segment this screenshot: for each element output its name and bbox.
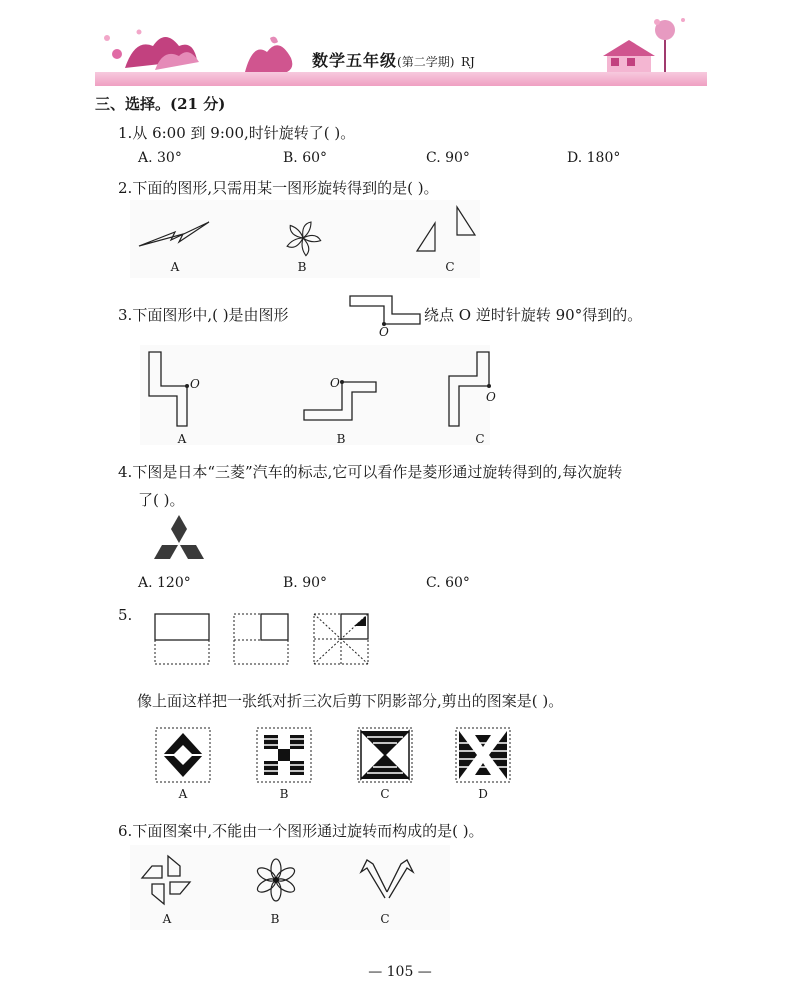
q6-figure-b-flower — [254, 858, 298, 902]
q5-folding-step-2 — [232, 612, 292, 668]
header-decoration-left — [95, 18, 235, 78]
q1-option-d[interactable]: D. 180° — [567, 150, 621, 166]
header-title — [312, 48, 475, 71]
q3-figure-b — [300, 378, 380, 423]
term-label: (第二学期) — [397, 55, 455, 69]
q6-figure-a-pinwheel — [138, 852, 194, 908]
mitsubishi-logo-icon — [152, 515, 206, 563]
question-4-line-2: 了( )。 — [138, 491, 185, 509]
q3-a-point-label: O — [190, 377, 200, 391]
q5-folding-step-1 — [153, 612, 213, 668]
q6-label-b[interactable]: B — [270, 912, 280, 926]
question-text: 下图是日本“三菱”汽车的标志,它可以看作是菱形通过旋转得到的,每次旋转 — [132, 463, 623, 481]
q5-option-d-pattern — [455, 727, 511, 783]
q5-folding-step-3 — [312, 612, 372, 668]
q3-label-a[interactable]: A — [177, 432, 187, 446]
header-decoration-mid — [240, 32, 300, 77]
q1-option-a[interactable]: A. 30° — [138, 150, 182, 166]
question-text: 下面的图形,只需用某一图形旋转得到的是( )。 — [132, 179, 439, 197]
question-3-line-start — [118, 304, 289, 325]
q2-figure-a-lightning — [135, 218, 215, 258]
q5-label-d[interactable]: D — [478, 787, 488, 801]
q1-option-b[interactable]: B. 60° — [283, 150, 328, 166]
question-text: 下面图案中,不能由一个图形通过旋转而构成的是( )。 — [132, 822, 484, 840]
question-3-line-end: 绕点 O 逆时针旋转 90°得到的。 — [424, 306, 643, 324]
q5-label-a[interactable]: A — [178, 787, 188, 801]
q6-label-a[interactable]: A — [162, 912, 172, 926]
q5-label-c[interactable]: C — [380, 787, 390, 801]
question-text: 从 6:00 到 9:00,时针旋转了( )。 — [132, 124, 356, 142]
q2-label-a[interactable]: A — [170, 260, 180, 274]
question-number: 3. — [118, 306, 133, 324]
page-number: — 105 — — [368, 964, 432, 980]
question-6 — [118, 820, 484, 841]
q5-label-b[interactable]: B — [279, 787, 289, 801]
q5-option-a-pattern — [155, 727, 211, 783]
q6-label-c[interactable]: C — [380, 912, 390, 926]
q2-figure-b-pinwheel — [283, 218, 323, 258]
section-title: 三、选择。(21 分) — [95, 95, 226, 113]
q1-option-c[interactable]: C. 90° — [426, 150, 470, 166]
q2-figure-c-triangles — [413, 203, 483, 263]
question-number: 1. — [118, 124, 133, 142]
q2-label-b[interactable]: B — [297, 260, 307, 274]
q4-option-b[interactable]: B. 90° — [283, 575, 328, 591]
q6-figure-c-birds — [357, 852, 417, 902]
q3-source-point-label: O — [379, 325, 389, 339]
book-title: 数学五年级 — [312, 51, 398, 70]
q3-c-point-label: O — [486, 390, 496, 404]
q3-b-point-label: O — [330, 376, 340, 390]
question-2 — [118, 177, 439, 198]
edition-label: RJ — [460, 55, 475, 69]
question-number: 2. — [118, 179, 133, 197]
q4-option-a[interactable]: A. 120° — [138, 575, 191, 591]
q2-label-c[interactable]: C — [445, 260, 455, 274]
q3-figure-c — [445, 350, 505, 430]
q3-label-c[interactable]: C — [475, 432, 485, 446]
question-1 — [118, 122, 355, 143]
q5-option-c-pattern — [357, 727, 413, 783]
question-5-text: 像上面这样把一张纸对折三次后剪下阴影部分,剪出的图案是( )。 — [137, 692, 564, 710]
question-4-line-1 — [118, 461, 622, 482]
question-number: 4. — [118, 463, 133, 481]
q5-option-b-pattern — [256, 727, 312, 783]
question-text-before: 下面图形中,( )是由图形 — [132, 306, 289, 324]
question-5-number: 5. — [118, 606, 133, 624]
q3-label-b[interactable]: B — [336, 432, 346, 446]
q4-option-c[interactable]: C. 60° — [426, 575, 470, 591]
question-number: 6. — [118, 822, 133, 840]
header-band — [95, 72, 707, 86]
